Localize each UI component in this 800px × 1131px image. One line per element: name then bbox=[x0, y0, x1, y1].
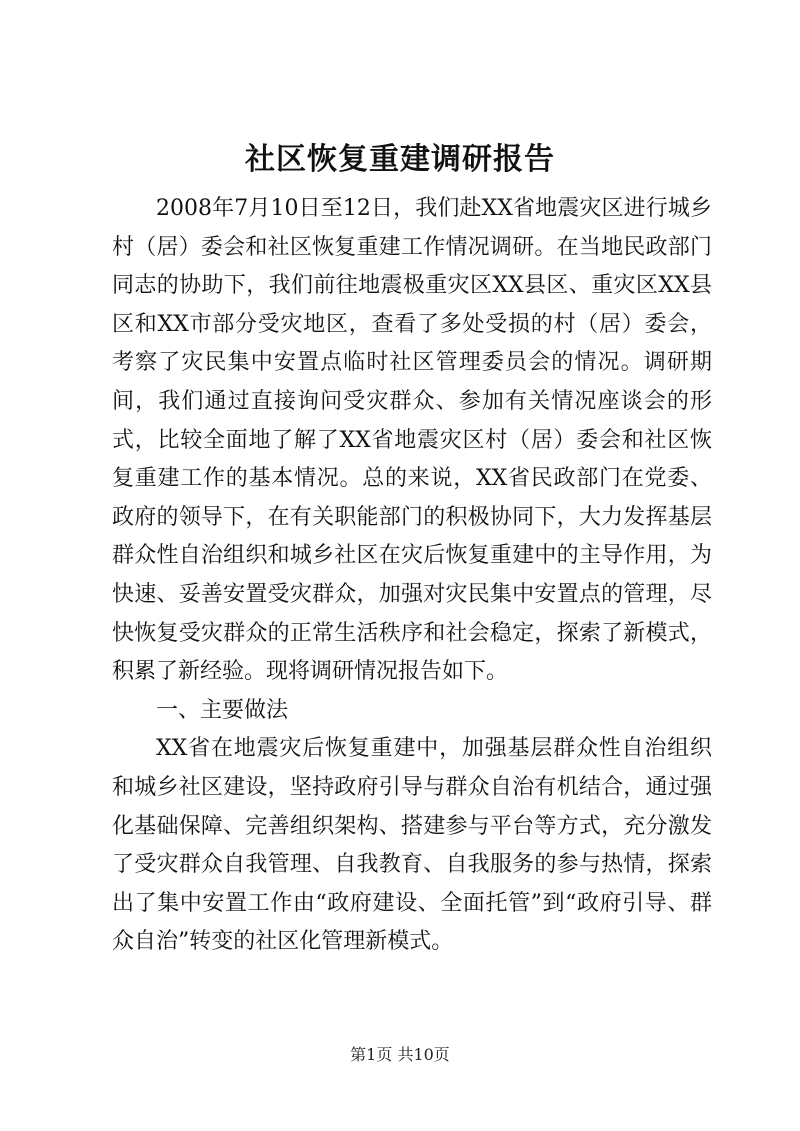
main-practices-paragraph: XX省在地震灾后恢复重建中，加强基层群众性自治组织和城乡社区建设，坚持政府引导与群众自治有机结合，通过强化基础保障、完善组织架构、搭建参与平台等方式，充分激发了受灾群众自我管理、自我教育、自我服务的参与热情，探索出了集中安置工作由“政府建设、全面托管”到“政府引导、群众自治”转变的社区化管理新模式。 bbox=[112, 736, 712, 955]
section-heading-main-practices: 一、主要做法 bbox=[156, 697, 289, 723]
document-title: 社区恢复重建调研报告 bbox=[245, 142, 555, 177]
intro-paragraph: 2008年7月10日至12日，我们赴XX省地震灾区进行城乡村（居）委会和社区恢复重建工作情况调研。在当地民政部门同志的协助下，我们前往地震极重灾区XX县区、重灾区XX县区和XX市部分受灾地区，查看了多处受损的村（居）委会，考察了灾民集中安置点临时社区管理委员会的情况。调研期间，我们通过直接询问受灾群众、参加有关情况座谈会的形式，比较全面地了解了XX省地震灾区村（居）委会和社区恢复重建工作的基本情况。总的来说，XX省民政部门在党委、政府的领导下，在有关职能部门的积极协同下，大力发挥基层群众性自治组织和城乡社区在灾后恢复重建中的主导作用，为快速、妥善安置受灾群众，加强对灾民集中安置点的管理，尽快恢复受灾群众的正常生活秩序和社会稳定，探索了新模式，积累了新经验。现将调研情况报告如下。 bbox=[112, 196, 712, 685]
page-number-footer: 第1页 共10页 bbox=[350, 1045, 450, 1064]
document-body bbox=[112, 190, 712, 962]
